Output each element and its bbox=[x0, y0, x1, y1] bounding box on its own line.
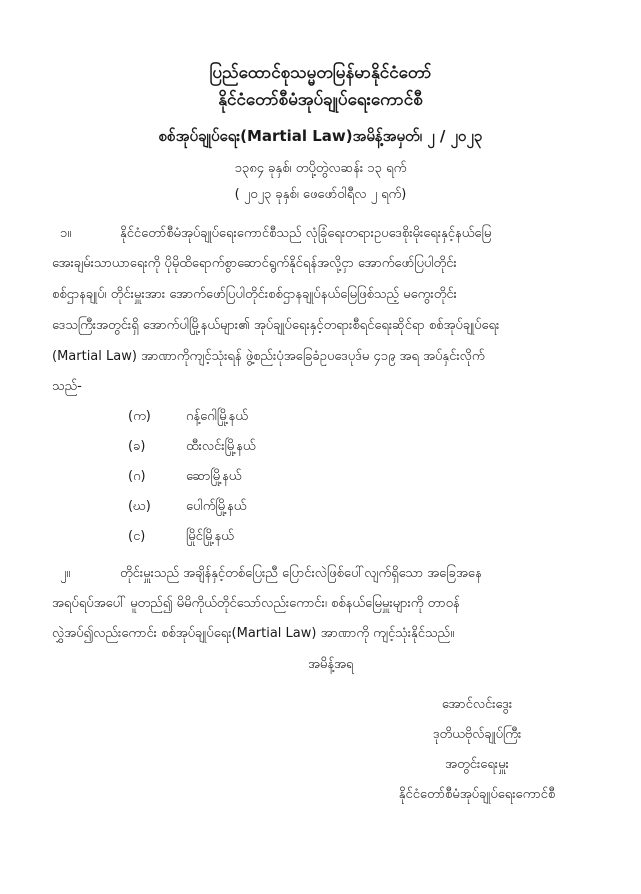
township-name: ထီးလင်းမြို့နယ် bbox=[186, 439, 256, 454]
signatory-rank: ဒုတိယဗိုလ်ချုပ်ကြီး bbox=[432, 727, 522, 742]
township-name: ဂန့်ဂေါမြို့နယ် bbox=[186, 409, 248, 424]
signatory-organization: နိုင်ငံတော်စီမံအုပ်ချုပ်ရေးကောင်စီ bbox=[398, 787, 556, 802]
paragraph-line: နိုင်ငံတော်စီမံအုပ်ချုပ်ရေးကောင်စီသည် လုံခြုံရေးတရားဥပဒေစိုးမိုးရေးနှင့်နယ်မြေ bbox=[120, 226, 492, 241]
header-council: နိုင်ငံတော်စီမံအုပ်ချုပ်ရေးကောင်စီ bbox=[218, 90, 423, 110]
by-order-text: အမိန့်အရ bbox=[308, 657, 354, 672]
township-name: ပေါက်မြို့နယ် bbox=[186, 499, 247, 514]
item-marker: (ဃ) bbox=[128, 499, 151, 514]
signatory-name: အောင်လင်းဒွေး bbox=[441, 697, 513, 712]
header-country: ပြည်ထောင်စုသမ္မတမြန်မာနိုင်ငံတော် bbox=[209, 63, 432, 83]
item-marker: (ဂ) bbox=[128, 469, 146, 484]
date-western: ( ၂၀၂၃ ခုနှစ်၊ ဖေဖော်ဝါရီလ ၂ ရက်) bbox=[234, 187, 407, 202]
township-item bbox=[128, 528, 234, 547]
township-name: မြိုင်မြို့နယ် bbox=[186, 529, 234, 544]
paragraph-1 bbox=[52, 225, 586, 395]
paragraph-number: ၁။ bbox=[60, 226, 72, 241]
township-item bbox=[128, 438, 256, 457]
item-marker: (က) bbox=[128, 409, 151, 424]
township-item bbox=[128, 498, 246, 517]
paragraph-line: လွှဲအပ်၍လည်းကောင်း စစ်အုပ်ချုပ်ရေး(Martial Law) အာဏာကို ကျင့်သုံးနိုင်သည်။ bbox=[52, 626, 455, 641]
item-marker: (ခ) bbox=[128, 439, 146, 454]
township-name: ဆောမြို့နယ် bbox=[186, 469, 242, 484]
paragraph-line: စစ်ဌာနချုပ်၊ တိုင်းမှူးအား အောက်ဖော်ပြပါတိုင်းစစ်ဌာနချုပ်နယ်မြေဖြစ်သည့် မကွေးတိုင်း bbox=[52, 287, 457, 302]
paragraph-line: အရပ်ရပ်အပေါ် မူတည်၍ မိမိကိုယ်တိုင်သော်လည်းကောင်း၊ စစ်နယ်မြေမှူးများကို တာဝန် bbox=[52, 596, 460, 611]
paragraph-line: (Martial Law) အာဏာကိုကျင့်သုံးရန် ဖွဲ့စည်းပုံအခြေခံဥပဒေပုဒ်မ ၄၁၉ အရ အပ်နှင်းလိုက် bbox=[52, 349, 485, 364]
item-marker: (င) bbox=[128, 529, 146, 544]
township-item bbox=[128, 408, 248, 427]
paragraph-line: ဒေသကြီးအတွင်းရှိ အောက်ပါမြို့နယ်များ၏ အုပ်ချုပ်ရေးနှင့်တရားစီရင်ရေးဆိုင်ရာ စစ်အုပ်ချုပ်ရေး bbox=[52, 318, 500, 333]
date-myanmar: ၁၃၈၄ ခုနှစ်၊ တပို့တွဲလဆန်း ၁၃ ရက် bbox=[234, 161, 407, 176]
township-item bbox=[128, 468, 241, 487]
paragraph-line: သည်- bbox=[52, 379, 82, 394]
paragraph-2 bbox=[52, 565, 586, 645]
paragraph-number: ၂။ bbox=[60, 566, 71, 581]
paragraph-line: အေးချမ်းသာယာရေးကို ပိုမိုထိရောက်စွာဆောင်ရွက်နိုင်ရန်အလို့ငှာ အောက်ဖော်ပြပါတိုင်း bbox=[52, 256, 457, 271]
paragraph-line: တိုင်းမှူးသည် အချိန်နှင့်တစ်ပြေးညီ ပြောင်းလဲဖြစ်ပေါ်လျက်ရှိသော အခြေအနေ bbox=[120, 566, 482, 581]
order-title: စစ်အုပ်ချုပ်ရေး(Martial Law)အမိန့်အမှတ်၊ ၂ / ၂၀၂၃ bbox=[158, 127, 483, 145]
signatory-role: အတွင်းရေးမှူး bbox=[445, 757, 509, 772]
